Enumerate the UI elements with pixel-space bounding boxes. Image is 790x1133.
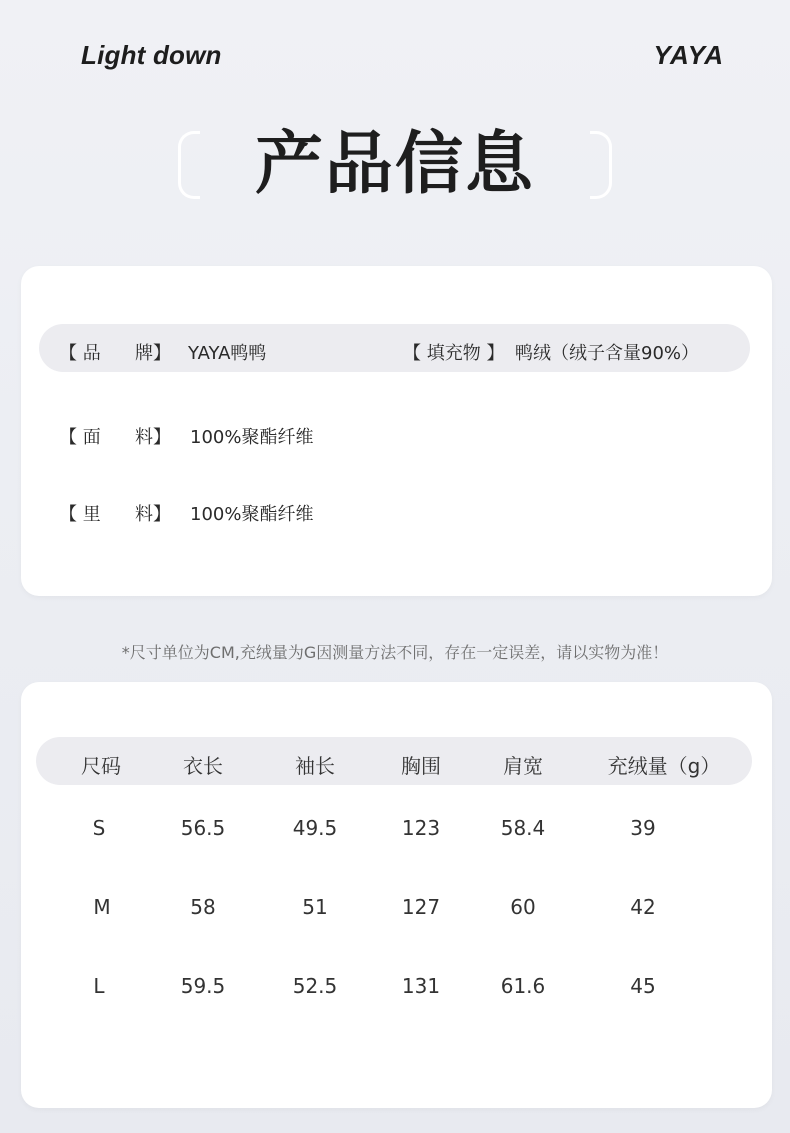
row-l-sleeve: 52.5 — [292, 974, 338, 998]
brand-label: 【 品 牌】 — [59, 343, 172, 364]
row-m-down-fill: 42 — [630, 895, 656, 919]
title-block — [175, 125, 615, 207]
fabric-value: 100%聚酯纤维 — [190, 427, 314, 448]
row-l-size: L — [93, 974, 105, 998]
row-s-shoulder: 58.4 — [500, 816, 546, 840]
filler-value: 鸭绒（绒子含量90%） — [515, 343, 700, 364]
row-s-chest: 123 — [401, 816, 441, 840]
row-s-down-fill: 39 — [630, 816, 656, 840]
lining-label: 【 里 料】 — [59, 504, 172, 525]
brand-left-text: Light down — [81, 40, 222, 70]
page-title: 产品信息 — [254, 125, 535, 204]
filler-label: 【 填充物 】 — [403, 343, 505, 364]
row-s-sleeve: 49.5 — [292, 816, 338, 840]
measurement-note: *尺寸单位为CM,充绒量为G因测量方法不同，存在一定误差，请以实物为准！ — [121, 643, 669, 662]
brand-right-text: YAYA — [653, 40, 724, 70]
header-sleeve: 袖长 — [295, 754, 335, 778]
row-m-sleeve: 51 — [302, 895, 328, 919]
brand-value: YAYA鸭鸭 — [188, 343, 267, 364]
row-m-size: M — [93, 895, 111, 919]
row-m-chest: 127 — [401, 895, 441, 919]
row-s-length: 56.5 — [180, 816, 226, 840]
row-l-down-fill: 45 — [630, 974, 656, 998]
header-size: 尺码 — [81, 754, 121, 778]
product-info-card — [21, 266, 772, 596]
size-table-card — [21, 682, 772, 1108]
row-m-shoulder: 60 — [510, 895, 536, 919]
row-s-size: S — [92, 816, 106, 840]
header-down-fill: 充绒量（g） — [607, 754, 721, 778]
header-chest: 胸围 — [401, 754, 441, 778]
header-shoulder: 肩宽 — [503, 754, 543, 778]
fabric-label: 【 面 料】 — [59, 427, 172, 448]
row-l-length: 59.5 — [180, 974, 226, 998]
lining-value: 100%聚酯纤维 — [190, 504, 314, 525]
header-length: 衣长 — [183, 754, 223, 778]
row-l-shoulder: 61.6 — [500, 974, 546, 998]
row-m-length: 58 — [190, 895, 216, 919]
row-l-chest: 131 — [401, 974, 441, 998]
